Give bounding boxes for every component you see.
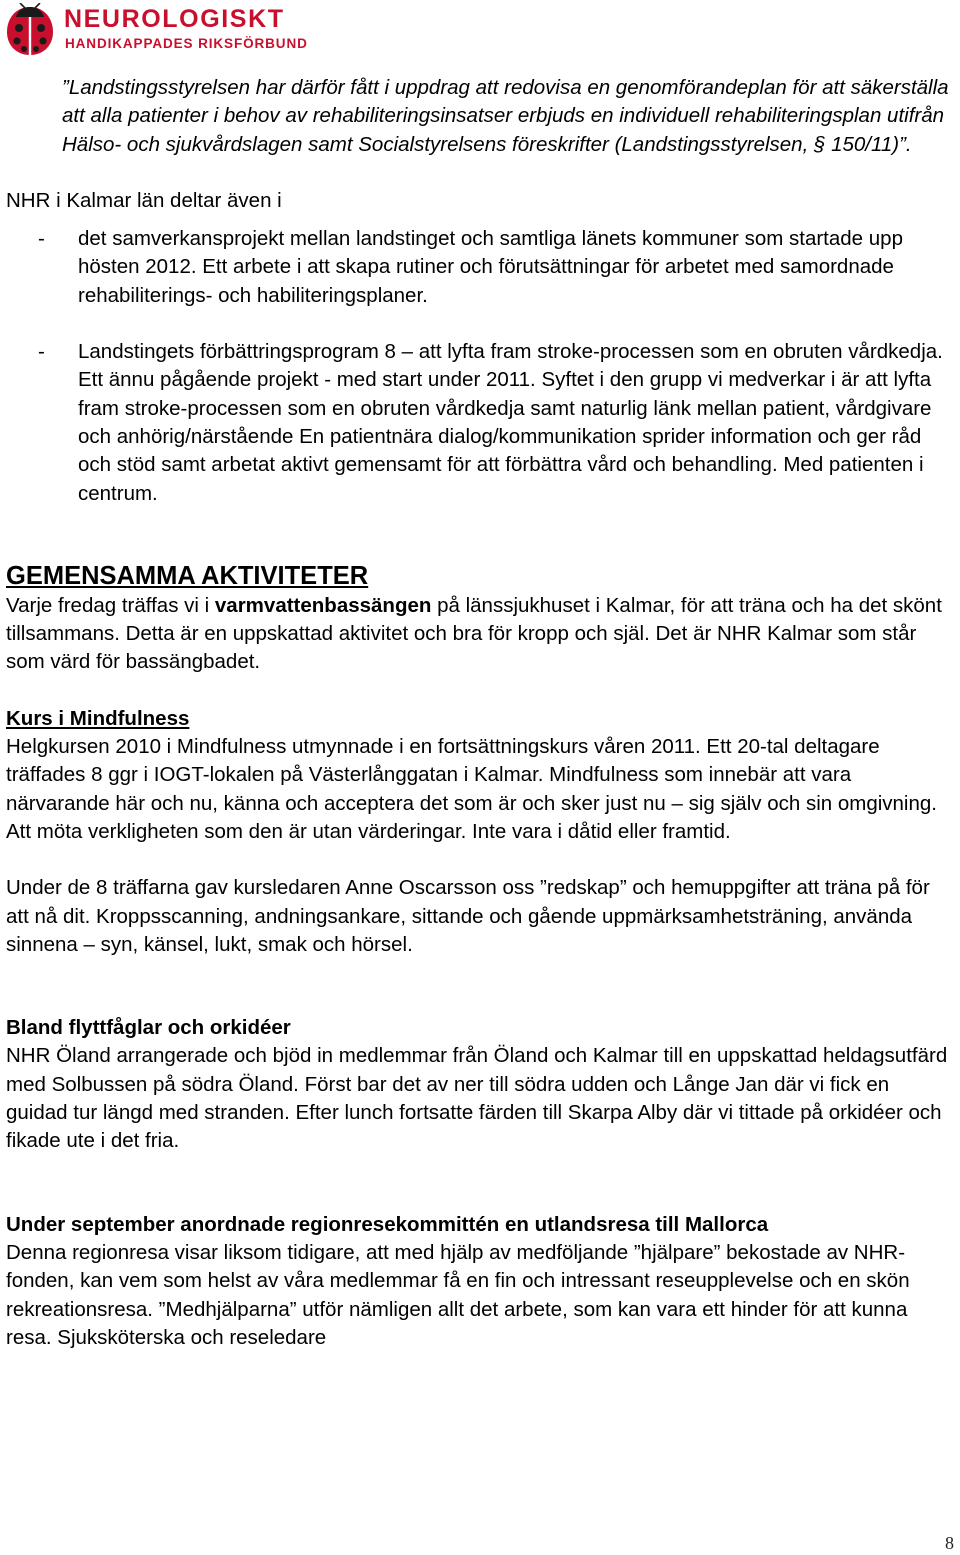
swim-paragraph xyxy=(6,592,952,677)
swim-text-after: på länssjukhuset i Kalmar, för att träna och ha det skönt tillsammans. Detta är en uppskattad aktivitet och bra för kropp och själ. Det är NHR Kalmar som står som värd för bassängbadet. xyxy=(6,593,942,674)
flyttfaglar-heading: Bland flyttfåglar och orkidéer xyxy=(6,1016,291,1040)
list-item xyxy=(6,338,952,508)
ladybug-logo-icon xyxy=(4,3,56,57)
mallorca-paragraph: Denna regionresa visar liksom tidigare, att med hjälp av medföljande ”hjälpare” bekostade av NHR-fonden, kan vem som helst av våra medlemmar få en fin och intressant reseupplevelse och en skön rekreationsresa. ”Medhjälparna” utför nämligen allt det arbete, som kan vara ett hinder för att kunna resa. Sjuksköterska och reseledare xyxy=(6,1240,910,1349)
document-body xyxy=(6,74,952,1352)
org-subtitle: HANDIKAPPADES RIKSFÖRBUND xyxy=(65,36,308,51)
mindfulness-paragraph-2: Under de 8 träffarna gav kursledaren Anne Oscarsson oss ”redskap” och hemuppgifter att träna på för att nå dit. Kroppsscanning, andningsankare, sittande och gående uppmärksamhetsträning, använda sinnena – syn, känsel, lukt, smak och hörsel. xyxy=(6,876,930,956)
list-dash: - xyxy=(38,227,45,251)
mindfulness-paragraph-1: Helgkursen 2010 i Mindfulness utmynnade i en fortsättningskurs våren 2011. Ett 20-tal deltagare träffades 8 ggr i IOGT-lokalen på Västerlånggatan i Kalmar. Mindfulness som innebär att vara närvarande här och nu, känna och acceptera det som är och sker just nu – sig själv och sin omgivning. Att möta verkligheten som den är utan värderingar. Inte vara i dåtid eller framtid. xyxy=(6,735,937,843)
mallorca-heading: Under september anordnade regionresekommittén en utlandsresa till Mallorca xyxy=(6,1212,769,1236)
swim-bold-text: varmvattenbassängen xyxy=(214,593,432,617)
org-logo xyxy=(0,0,370,62)
section-heading: GEMENSAMMA AKTIVITETER xyxy=(6,561,369,590)
page-number: 8 xyxy=(945,1533,954,1553)
org-name: NEUROLOGISKT xyxy=(64,5,285,33)
list-item-text: det samverkansprojekt mellan landstinget och samtliga länets kommuner som startade upp hösten 2012. Ett arbete i att skapa rutiner och förutsättningar för arbetet med samordnade rehabiliterings- och habiliteringsplaner. xyxy=(78,227,903,307)
intro-quote: ”Landstingsstyrelsen har därför fått i uppdrag att redovisa en genomförandeplan för att säkerställa att alla patienter i behov av rehabiliteringsinsatser erbjuds en individuell rehabiliteringsplan utifrån Hälso- och sjukvårdslagen samt Socialstyrelsens föreskrifter (Landstingsstyrelsen, § 150/11)”. xyxy=(62,76,949,156)
nhr-intro: NHR i Kalmar län deltar även i xyxy=(6,188,282,212)
mindfulness-heading: Kurs i Mindfulness xyxy=(6,706,190,730)
list-item-text: Landstingets förbättringsprogram 8 – att lyfta fram stroke-processen som en obruten vårdkedja. Ett ännu pågående projekt - med start under 2011. Syftet i den grupp vi medverkar i är att lyfta fram stroke-processen som en obruten vårdkedja samt naturlig länk mellan patient, vårdgivare och anhörig/närstående En patientnära dialog/kommunikation sprider information och ger råd och stöd samt arbetat aktivt gemensamt för att förbättra vård och behandling. Med patienten i centrum. xyxy=(78,340,943,505)
swim-text-before: Varje fredag träffas vi i xyxy=(6,593,215,617)
participation-list xyxy=(6,225,952,508)
list-dash: - xyxy=(38,340,45,364)
list-item xyxy=(6,225,952,310)
flyttfaglar-paragraph: NHR Öland arrangerade och bjöd in medlemmar från Öland och Kalmar till en uppskattad heldagsutfärd med Solbussen på södra Öland. Först bar det av ner till södra udden och Långe Jan där vi fick en guidad tur längd med stranden. Efter lunch fortsatte färden till Skarpa Alby där vi tittade på orkidéer och fikade ute i det fria. xyxy=(6,1044,948,1153)
